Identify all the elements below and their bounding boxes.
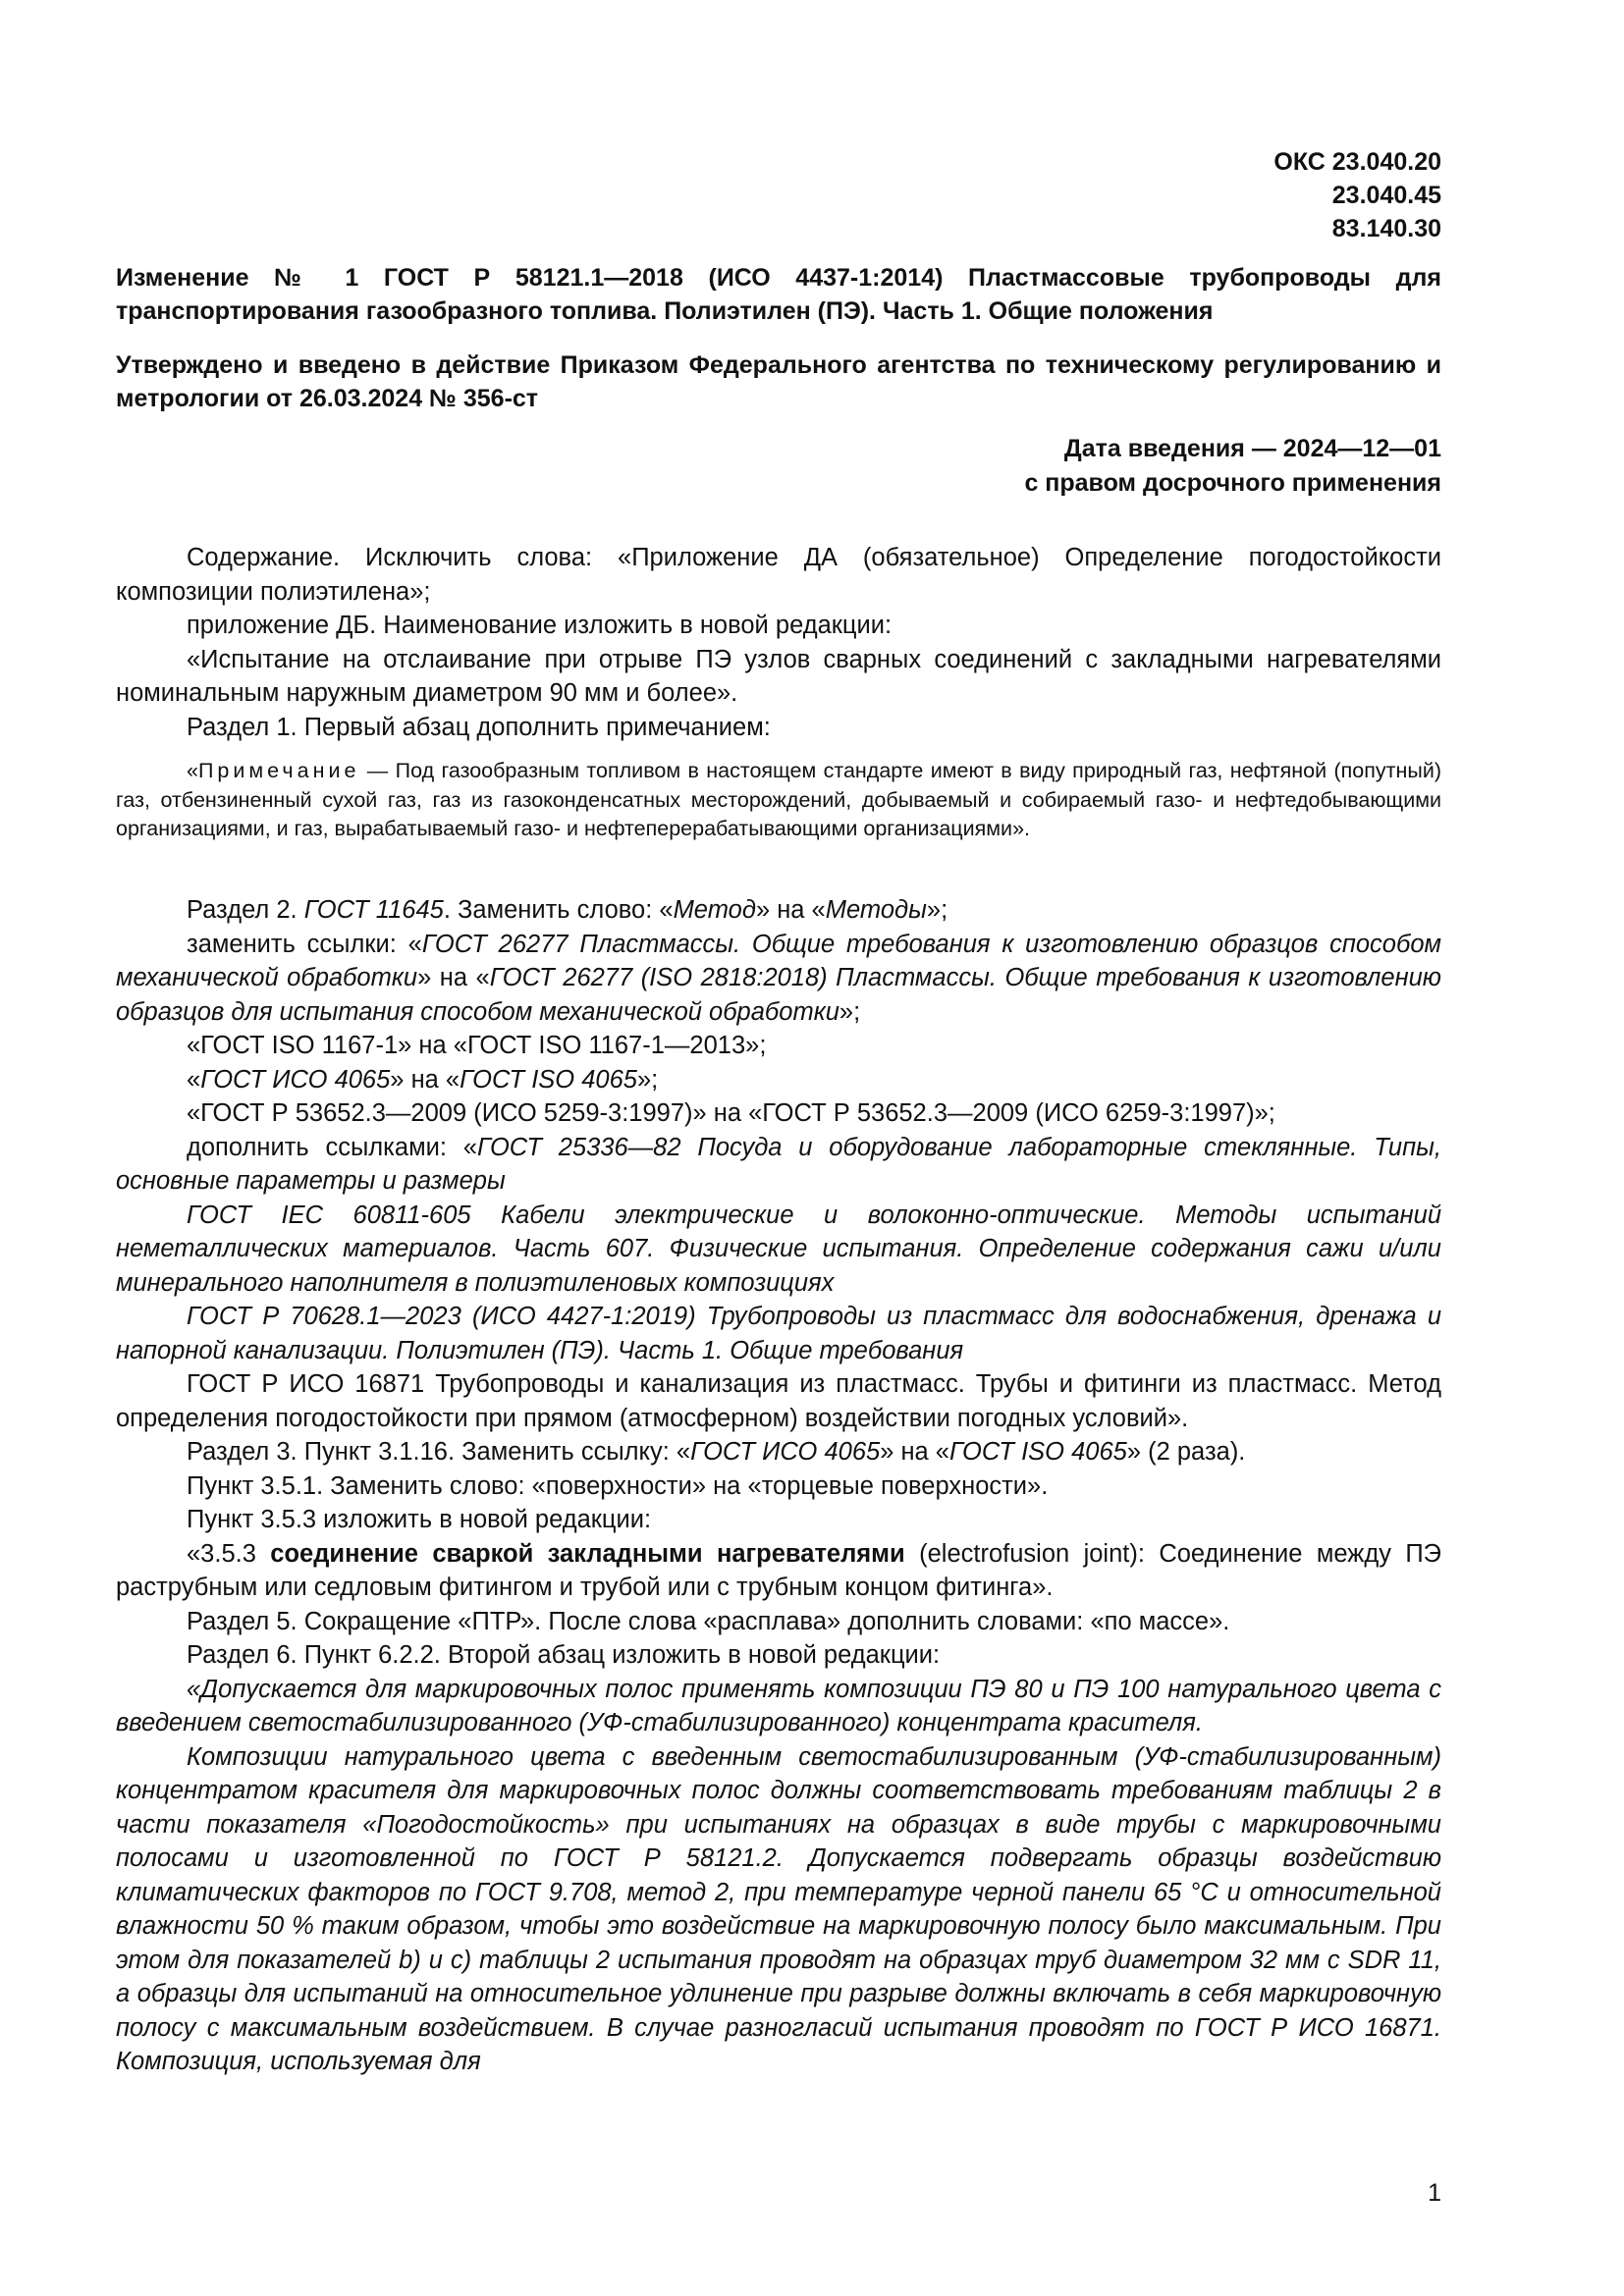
text-run-italic: Методы bbox=[825, 896, 927, 924]
effective-date bbox=[1024, 432, 1441, 501]
text-run-italic: ГОСТ 26277 (ISO 2818:2018) Пластмассы. Общие требования к изготовлению образцов для испытания способом механической обработки bbox=[116, 964, 1441, 1026]
body-block-1 bbox=[116, 541, 1441, 744]
text-run-italic: ГОСТ ISO 4065 bbox=[949, 1438, 1127, 1466]
oks-codes bbox=[1273, 145, 1441, 245]
paragraph bbox=[116, 928, 1441, 1030]
text-run-italic: ГОСТ 11645 bbox=[303, 896, 444, 924]
oks-code-3: 83.140.30 bbox=[1331, 215, 1441, 242]
text-run: » на « bbox=[390, 1065, 460, 1094]
note-paragraph bbox=[116, 757, 1441, 844]
note-open-quote: « bbox=[187, 759, 198, 782]
text-run: » на « bbox=[417, 964, 490, 991]
text-run: «3.5.3 bbox=[187, 1539, 271, 1568]
text-run-italic: ГОСТ ИСО 4065 bbox=[690, 1438, 881, 1466]
note-block bbox=[116, 757, 1441, 844]
page-number: 1 bbox=[1428, 2179, 1441, 2207]
text-run: » (2 раза). bbox=[1126, 1438, 1246, 1466]
paragraph-italic bbox=[116, 1199, 1441, 1301]
text-run: »; bbox=[926, 896, 948, 924]
text-run: Раздел 2. bbox=[187, 896, 304, 924]
text-run: . Заменить слово: « bbox=[443, 896, 674, 924]
text-run: (electrofusion joint): Соединение между ПЭ раструбным или седловым фитингом и трубой или с трубным концом фитинга». bbox=[116, 1539, 1442, 1601]
oks-code-2: 23.040.45 bbox=[1331, 182, 1441, 209]
paragraph: «ГОСТ ISO 1167-1» на «ГОСТ ISO 1167-1—2013»; bbox=[187, 1032, 767, 1059]
paragraph bbox=[116, 1537, 1441, 1605]
text-run-italic: ГОСТ ИСО 4065 bbox=[200, 1065, 391, 1094]
approval-statement: Утверждено и введено в действие Приказом Федерального агентства по техническому регулированию и метрологии от 26.03.2024 № 356-ст bbox=[116, 351, 1441, 412]
text-run: Раздел 3. Пункт 3.1.16. Заменить ссылку: « bbox=[187, 1438, 691, 1466]
text-run-italic: «Допускается для маркировочных полос применять композиции ПЭ 80 и ПЭ 100 натурального цвета с введением светостабилизированного (УФ-стабилизированного) концентрата красителя. bbox=[116, 1675, 1441, 1736]
paragraph: «ГОСТ Р 53652.3—2009 (ИСО 5259-3:1997)» на «ГОСТ Р 53652.3—2009 (ИСО 6259-3:1997)»; bbox=[187, 1099, 1275, 1127]
paragraph: ГОСТ Р ИСО 16871 Трубопроводы и канализация из пластмасс. Трубы и фитинги из пластмасс. Метод определения погодостойкости при прямом (атмосферном) воздействии погодных условий». bbox=[116, 1370, 1441, 1432]
text-run-italic: ГОСТ 25336—82 Посуда и оборудование лабораторные стеклянные. Типы, основные параметры и размеры bbox=[116, 1133, 1441, 1195]
oks-code-1: ОКС 23.040.20 bbox=[1273, 148, 1441, 176]
paragraph: Содержание. Исключить слова: «Приложение ДА (обязательное) Определение погодостойкости композиции полиэтилена»; bbox=[116, 544, 1441, 606]
text-run: « bbox=[187, 1065, 201, 1094]
note-text: — Под газообразным топливом в настоящем стандарте имеют в виду природный газ, нефтяной (попутный) газ, отбензиненный сухой газ, газ из газоконденсатных месторождений, добываемый и собираемый газо- и нефтедобывающими организациями, и газ, вырабатываемый газо- и нефтеперерабатывающими организациями». bbox=[116, 759, 1441, 840]
paragraph bbox=[116, 1063, 1441, 1097]
body-block-2 bbox=[116, 893, 1441, 2079]
text-run: » на « bbox=[880, 1438, 949, 1466]
paragraph-italic bbox=[116, 1300, 1441, 1367]
paragraph bbox=[116, 1435, 1441, 1469]
paragraph: Раздел 1. Первый абзац дополнить примечанием: bbox=[187, 713, 771, 741]
paragraph-italic bbox=[116, 1740, 1441, 2079]
paragraph: Пункт 3.5.1. Заменить слово: «поверхности» на «торцевые поверхности». bbox=[187, 1471, 1049, 1500]
paragraph: Раздел 6. Пункт 6.2.2. Второй абзац изложить в новой редакции: bbox=[187, 1641, 941, 1669]
paragraph: приложение ДБ. Наименование изложить в новой редакции: bbox=[187, 612, 893, 639]
paragraph: Раздел 5. Сокращение «ПТР». После слова «расплава» дополнить словами: «по массе». bbox=[187, 1607, 1230, 1635]
text-run-italic: ГОСТ ISO 4065 bbox=[460, 1065, 637, 1094]
term-bold: соединение сваркой закладными нагревателями bbox=[270, 1539, 905, 1568]
text-run-italic: ГОСТ 26277 Пластмассы. Общие требования к изготовлению образцов способом механической обработки bbox=[116, 930, 1441, 991]
text-run-italic: Метод bbox=[673, 896, 756, 924]
paragraph bbox=[116, 1131, 1441, 1199]
text-run: дополнить ссылками: « bbox=[187, 1133, 477, 1161]
paragraph-italic bbox=[116, 1673, 1441, 1740]
text-run: »; bbox=[636, 1065, 659, 1094]
text-run: »; bbox=[839, 997, 861, 1026]
text-run: заменить ссылки: « bbox=[187, 930, 422, 958]
text-run-italic: ГОСТ Р 70628.1—2023 (ИСО 4427-1:2019) Трубопроводы из пластмасс для водоснабжения, дренажа и напорной канализации. Полиэтилен (ПЭ). Часть 1. Общие требования bbox=[116, 1303, 1441, 1364]
text-run: » на « bbox=[755, 896, 826, 924]
text-run-italic: ГОСТ IEC 60811-605 Кабели электрические и волоконно-оптические. Методы испытаний неметаллических материалов. Часть 607. Физические испытания. Определение содержания сажи и/или минерального наполнителя в полиэтиленовых композициях bbox=[116, 1201, 1441, 1297]
text-run-italic: Композиции натурального цвета с введенным светостабилизированным (УФ-стабилизированным) концентратом красителя для маркировочных полос должны соответствовать требованиям таблицы 2 в части показателя «Погодостойкость» при испытаниях на образцах в виде трубы с маркировочными полосами и изготовленной по ГОСТ Р 58121.2. Допускается подвергать образцы воздействию климатических факторов по ГОСТ 9.708, метод 2, при температуре черной панели 65 °С и относительной влажности 50 % таким образом, чтобы это воздействие на маркировочную полосу было максимальным. При этом для показателей b) и c) таблицы 2 испытания проводят на образцах труб диаметром 32 мм с SDR 11, а образцы для испытаний на относительное удлинение при разрыве должны включать в себя маркировочную полосу с максимальным воздействием. В случае разногласий испытания проводят по ГОСТ Р ИСО 16871. Композиция, используемая для bbox=[116, 1742, 1441, 2075]
effective-date-line: Дата введения — 2024—12—01 bbox=[1063, 435, 1441, 462]
amendment-title: Изменение № 1 ГОСТ Р 58121.1—2018 (ИСО 4437-1:2014) Пластмассовые трубопроводы для транспортирования газообразного топлива. Полиэтилен (ПЭ). Часть 1. Общие положения bbox=[116, 264, 1441, 325]
note-label: Примечание bbox=[197, 759, 360, 782]
paragraph: «Испытание на отслаивание при отрыве ПЭ узлов сварных соединений с закладными нагревателями номинальным наружным диаметром 90 мм и более». bbox=[116, 645, 1441, 707]
paragraph: Пункт 3.5.3 изложить в новой редакции: bbox=[187, 1506, 652, 1533]
paragraph bbox=[116, 893, 1441, 928]
early-application-line: с правом досрочного применения bbox=[1024, 469, 1441, 497]
